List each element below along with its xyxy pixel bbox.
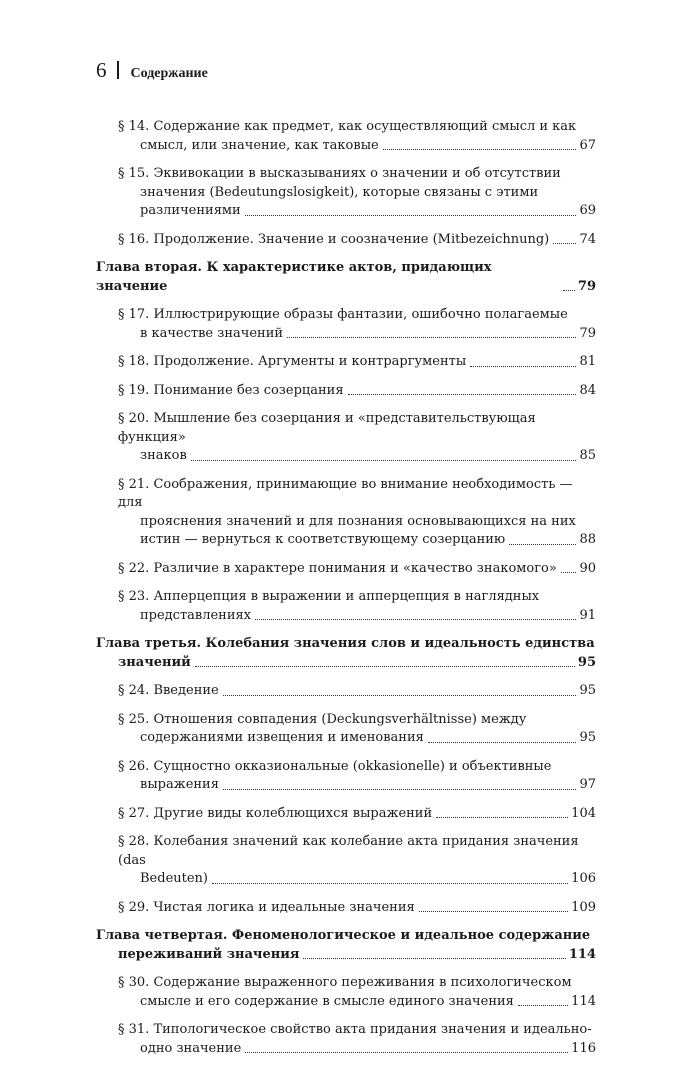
- toc-line: [96, 654, 596, 673]
- toc-line: [96, 927, 596, 946]
- toc-section: [96, 899, 596, 918]
- dot-leader: [223, 788, 577, 790]
- toc-section: [96, 805, 596, 824]
- toc-page-number: 74: [579, 231, 596, 247]
- toc-section: [96, 382, 596, 401]
- toc-line: [118, 1040, 596, 1059]
- dot-leader: [561, 571, 577, 573]
- toc-entry-text: одно значение: [140, 1040, 242, 1056]
- toc-entry-text: Bedeuten): [140, 871, 208, 886]
- header-divider: [117, 61, 119, 79]
- toc-page-number: 106: [571, 871, 596, 886]
- toc-entry-text: прояснения значений и для познания основывающихся на них: [140, 513, 576, 529]
- toc-page-number: 69: [579, 203, 596, 218]
- toc-line: [118, 137, 596, 156]
- toc-entry-text: смысл, или значение, как таковые: [140, 137, 379, 153]
- toc-page-number: 88: [579, 532, 596, 547]
- dot-leader: [553, 242, 576, 244]
- toc-entry-text: знаков: [140, 448, 187, 463]
- toc-line: [118, 476, 596, 513]
- toc-page-number: 84: [579, 382, 596, 398]
- toc-section: [96, 231, 596, 250]
- toc-entry-text: смысле и его содержание в смысле единого значения: [140, 993, 514, 1009]
- dot-leader: [303, 957, 565, 959]
- toc-entry-text: значения (Bedeutungslosigkeit), которые связаны с этими: [140, 184, 539, 200]
- toc-entry-text: § 31. Типологическое свойство акта придания значения и идеально-: [118, 1022, 592, 1037]
- toc-line: [118, 531, 596, 550]
- toc-entry-text: § 26. Сущностно окказиональные (okkasionelle) и объективные: [118, 758, 552, 774]
- toc-line: [118, 833, 596, 870]
- toc-page-number: 114: [571, 993, 596, 1009]
- toc-page-number: 79: [577, 278, 596, 294]
- toc-line: [96, 259, 596, 296]
- toc-section: [96, 588, 596, 625]
- toc-line: [118, 1021, 596, 1040]
- table-of-contents: [96, 118, 596, 1068]
- toc-chapter: [96, 635, 596, 672]
- toc-page-number: 81: [579, 354, 596, 369]
- toc-page-number: 67: [579, 137, 596, 153]
- toc-line: [118, 184, 596, 203]
- toc-line: [118, 899, 596, 918]
- toc-line: [118, 560, 596, 579]
- toc-line: [118, 513, 596, 532]
- toc-line: [118, 729, 596, 748]
- toc-entry-text: различениями: [140, 203, 241, 218]
- dot-leader: [470, 365, 576, 367]
- toc-section: [96, 353, 596, 372]
- toc-line: [118, 118, 596, 137]
- toc-line: [96, 946, 596, 965]
- toc-section: [96, 476, 596, 550]
- dot-leader: [428, 741, 577, 743]
- dot-leader: [383, 148, 577, 150]
- toc-entry-text: § 24. Введение: [118, 683, 219, 698]
- toc-line: [118, 306, 596, 325]
- dot-leader: [195, 665, 575, 667]
- toc-entry-text: представлениях: [140, 607, 252, 623]
- toc-section: [96, 118, 596, 155]
- dot-leader: [212, 882, 568, 884]
- toc-entry-text: истин — вернуться к соответствующему созерцанию: [140, 532, 506, 547]
- dot-leader: [255, 618, 576, 620]
- dot-leader: [191, 459, 577, 461]
- toc-page-number: 114: [568, 946, 596, 962]
- toc-entry-text: § 18. Продолжение. Аргументы и контраргументы: [118, 354, 467, 369]
- toc-line: [118, 410, 596, 447]
- toc-page-number: 95: [579, 683, 596, 698]
- toc-line: [96, 635, 596, 654]
- toc-entry-text: § 14. Содержание как предмет, как осуществляющий смысл и как: [118, 119, 577, 134]
- toc-line: [118, 353, 596, 372]
- toc-section: [96, 758, 596, 795]
- toc-entry-text: § 27. Другие виды колеблющихся выражений: [118, 805, 433, 821]
- toc-entry-text: § 30. Содержание выраженного переживания в психологическом: [118, 975, 572, 990]
- toc-entry-text: § 25. Отношения совпадения (Deckungsverhältnisse) между: [118, 711, 527, 727]
- toc-entry-text: значений: [118, 654, 191, 670]
- toc-page-number: 91: [579, 607, 596, 623]
- page-header: [96, 58, 595, 88]
- toc-page-number: 85: [579, 448, 596, 463]
- dot-leader: [419, 910, 568, 912]
- toc-line: [118, 974, 596, 993]
- toc-section: [96, 306, 596, 343]
- toc-entry-text: Глава четвертая. Феноменологическое и идеальное содержание: [96, 928, 591, 943]
- toc-section: [96, 833, 596, 889]
- dot-leader: [518, 1004, 568, 1006]
- toc-entry-text: в качестве значений: [140, 325, 284, 341]
- toc-line: [118, 711, 596, 730]
- toc-entry-text: § 19. Понимание без созерцания: [118, 382, 344, 398]
- toc-page-number: 79: [579, 325, 596, 341]
- toc-line: [118, 682, 596, 701]
- toc-page-number: 90: [579, 560, 596, 576]
- toc-line: [118, 382, 596, 401]
- toc-section: [96, 410, 596, 466]
- toc-line: [118, 231, 596, 250]
- toc-chapter: [96, 259, 596, 296]
- toc-section: [96, 1021, 596, 1058]
- dot-leader: [287, 336, 576, 338]
- toc-entry-text: § 21. Соображения, принимающие во внимание необходимость — для: [118, 476, 573, 510]
- toc-section: [96, 165, 596, 221]
- running-title: Содержание: [130, 66, 208, 81]
- toc-line: [118, 993, 596, 1012]
- toc-line: [118, 165, 596, 184]
- toc-line: [118, 758, 596, 777]
- toc-line: [118, 870, 596, 889]
- toc-entry-text: § 23. Апперцепция в выражении и апперцепция в наглядных: [118, 589, 540, 604]
- toc-line: [118, 805, 596, 824]
- toc-page-number: 95: [577, 654, 596, 670]
- toc-entry-text: Глава вторая. К характеристике актов, придающих значение: [96, 260, 492, 294]
- toc-entry-text: § 15. Эквивокации в высказываниях о значении и об отсутствии: [118, 166, 561, 181]
- toc-entry-text: § 29. Чистая логика и идеальные значения: [118, 899, 415, 915]
- toc-entry-text: переживаний значения: [118, 946, 300, 962]
- toc-page-number: 104: [571, 805, 596, 821]
- page-number: 6: [96, 58, 107, 82]
- toc-chapter: [96, 927, 596, 964]
- dot-leader: [509, 543, 576, 545]
- toc-entry-text: Глава третья. Колебания значения слов и идеальность единства: [96, 636, 595, 651]
- toc-page-number: 95: [579, 730, 596, 745]
- dot-leader: [348, 393, 577, 395]
- toc-page-number: 116: [571, 1040, 596, 1056]
- dot-leader: [245, 214, 577, 216]
- toc-entry-text: § 20. Мышление без созерцания и «представительствующая функция»: [118, 411, 536, 445]
- toc-entry-text: § 17. Иллюстрирующие образы фантазии, ошибочно полагаемые: [118, 307, 568, 322]
- toc-entry-text: выражения: [140, 777, 219, 792]
- toc-section: [96, 682, 596, 701]
- dot-leader: [563, 289, 575, 291]
- toc-section: [96, 560, 596, 579]
- toc-line: [118, 447, 596, 466]
- dot-leader: [436, 816, 568, 818]
- toc-entry-text: содержаниями извещения и именования: [140, 730, 424, 745]
- dot-leader: [223, 694, 577, 696]
- toc-entry-text: § 28. Колебания значений как колебание акта придания значения (das: [118, 834, 579, 868]
- toc-section: [96, 974, 596, 1011]
- toc-line: [118, 607, 596, 626]
- toc-entry-text: § 16. Продолжение. Значение и соозначение (Mitbezeichnung): [118, 231, 550, 247]
- dot-leader: [245, 1051, 568, 1053]
- toc-section: [96, 711, 596, 748]
- toc-line: [118, 202, 596, 221]
- toc-line: [118, 776, 596, 795]
- toc-page-number: 97: [579, 777, 596, 792]
- toc-line: [118, 588, 596, 607]
- toc-line: [118, 325, 596, 344]
- toc-entry-text: § 22. Различие в характере понимания и «качество знакомого»: [118, 560, 557, 576]
- toc-page-number: 109: [571, 899, 596, 915]
